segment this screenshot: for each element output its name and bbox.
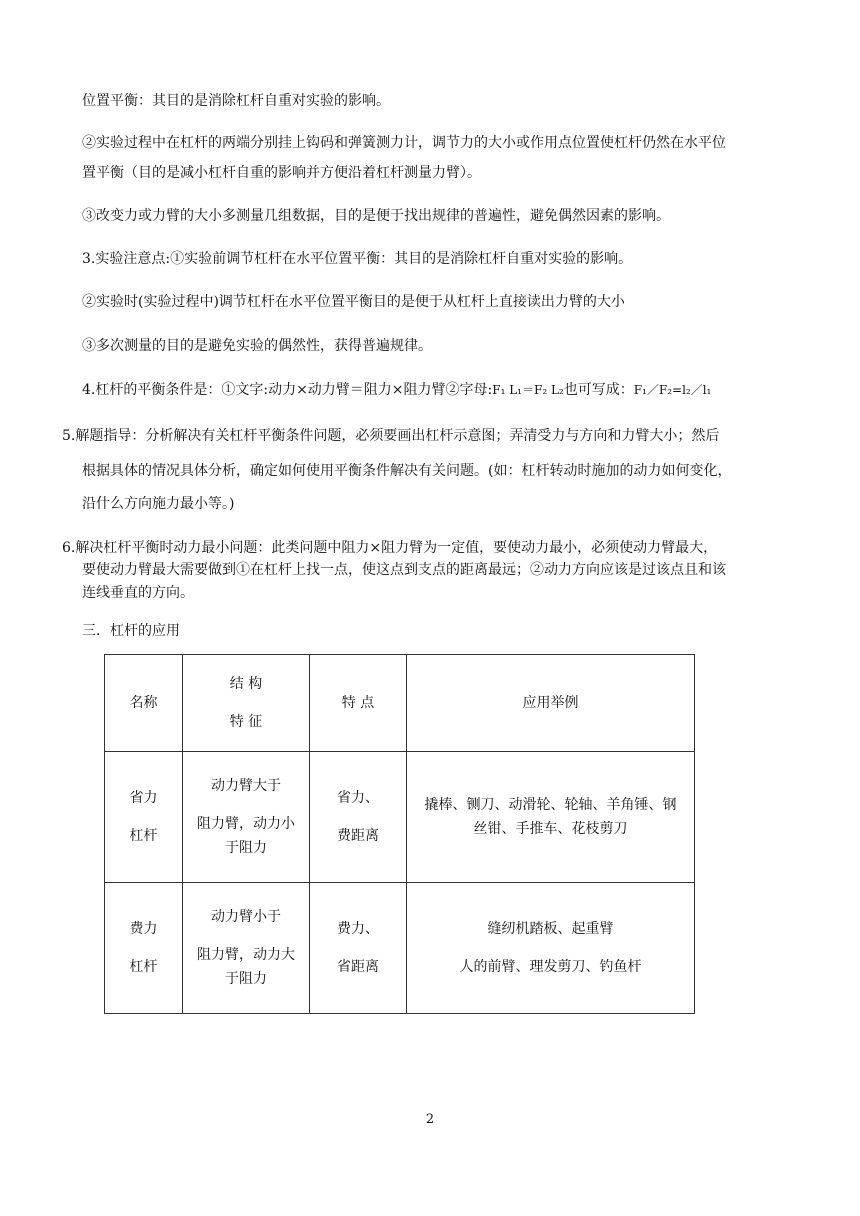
formula-mid: 也可写成： — [563, 382, 634, 398]
header-structure: 结 构 特 征 — [183, 655, 310, 752]
text-line-6: ②实验时(实验过程中)调节杠杆在水平位置平衡目的是便于从杠杆上直接读出力臂的大小 — [82, 294, 625, 310]
formula-1: F₁ L₁＝F₂ L₂ — [492, 383, 564, 397]
text-line-4: ③改变力或力臂的大小多测量几组数据，目的是便于找出规律的普遍性，避免偶然因素的影响。 — [82, 208, 670, 224]
header-name: 名称 — [105, 655, 183, 752]
p5-line-1: 5.解题指导：分析解决有关杠杆平衡条件问题，必须要画出杠杆示意图；弄清受力与方向和力臂大小；然后 — [62, 428, 720, 444]
row-examples: 撬棒、铡刀、动滑轮、轮轴、羊角锤、钢 丝钳、手推车、花枝剪刀 — [407, 752, 695, 883]
text-line-1: 位置平衡：其目的是消除杠杆自重对实验的影响。 — [82, 93, 390, 109]
row-structure: 动力臂大于 阻力臂，动力小 于阻力 — [183, 752, 310, 883]
p5-line-3: 沿什么方向施力最小等。) — [82, 496, 235, 512]
balance-condition-text: 4.杠杆的平衡条件是：①文字:动力×动力臂＝阻力×阻力臂②字母: — [82, 382, 493, 398]
table-row — [105, 883, 695, 1014]
p6-line-1: 6.解决杠杆平衡时动力最小问题：此类问题中阻力×阻力臂为一定值，要使动力最小，必须使动力臂最大， — [62, 540, 718, 556]
text-line-7: ③多次测量的目的是避免实验的偶然性，获得普遍规律。 — [82, 338, 432, 354]
table-row — [105, 752, 695, 883]
section-title: 三．杠杆的应用 — [82, 623, 180, 639]
row-examples: 缝纫机踏板、起重臂 人的前臂、理发剪刀、钓鱼杆 — [407, 883, 695, 1014]
p6-line-2: 要使动力臂最大需要做到①在杠杆上找一点，使这点到支点的距离最远；②动力方向应该是过该点且和该 — [82, 562, 726, 578]
row-feature: 费力、 省距离 — [310, 883, 407, 1014]
lever-application-table — [104, 654, 695, 1014]
balance-condition-line — [82, 380, 711, 400]
text-line-2: ②实验过程中在杠杆的两端分别挂上钩码和弹簧测力计，调节力的大小或作用点位置使杠杆仍然在水平位 — [82, 135, 726, 151]
text-line-5: 3.实验注意点:①实验前调节杠杆在水平位置平衡：其目的是消除杠杆自重对实验的影响。 — [82, 251, 633, 267]
header-feature: 特 点 — [310, 655, 407, 752]
formula-2: F₁／F₂=l₂／l₁ — [633, 383, 712, 397]
row-name: 费力 杠杆 — [105, 883, 183, 1014]
header-examples: 应用举例 — [407, 655, 695, 752]
p5-line-2: 根据具体的情况具体分析，确定如何使用平衡条件解决有关问题。(如：杠杆转动时施加的动力如何变化， — [82, 463, 732, 479]
text-line-3: 置平衡（目的是减小杠杆自重的影响并方便沿着杠杆测量力臂）。 — [82, 165, 481, 181]
p6-line-3: 连线垂直的方向。 — [82, 585, 194, 601]
page-number: 2 — [425, 1112, 435, 1127]
row-feature: 省力、 费距离 — [310, 752, 407, 883]
table-header-row — [105, 655, 695, 752]
row-name: 省力 杠杆 — [105, 752, 183, 883]
row-structure: 动力臂小于 阻力臂，动力大 于阻力 — [183, 883, 310, 1014]
